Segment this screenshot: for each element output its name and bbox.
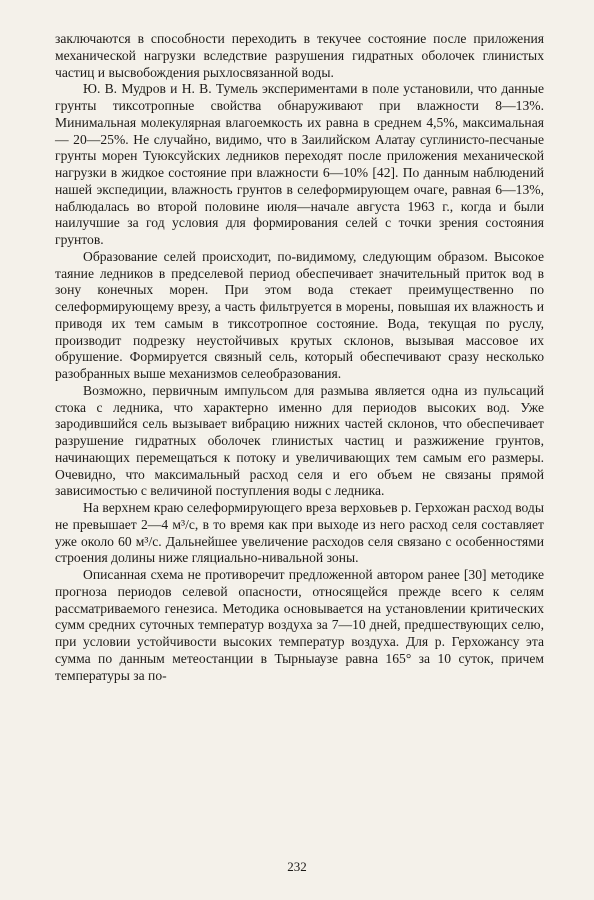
- paragraph-4: Возможно, первичным импульсом для размыва является одна из пульсаций стока с ледника, что характерно именно для периодов высоких вод. Уже зародившийся сель вызывает вибрацию нижних частей склонов, что обеспечивает разрушение гидратных оболочек глинистых частиц и разжижение грунтов, начинающих перемещаться к потоку и увеличивающих тем самым его размеры. Очевидно, что максимальный расход селя и его объем не связаны прямой зависимостью с величиной поступления воды с ледника.: [55, 382, 544, 499]
- paragraph-1: заключаются в способности переходить в текучее состояние после приложения механической нагрузки вследствие разрушения гидратных оболочек глинистых частиц и высвобождения рыхлосвязанной воды.: [55, 31, 544, 80]
- page-number: 232: [287, 859, 307, 874]
- paragraph-3: Образование селей происходит, по-видимому, следующим образом. Высокое таяние ледников в предселевой период обеспечивает значительный приток вод в зону конечных морен. При этом вода стекает преимущественно по селеформирующему врезу, а часть фильтруется в морены, повышая их влажность и приводя их тем самым в тиксотропное состояние. Вода, текущая по руслу, производит подрезку неустойчивых крутых склонов, вызывая массовое их обрушение. Формируется связный сель, который обеспечивают сразу несколько разобранных выше механизмов селеобразования.: [55, 248, 544, 381]
- paragraph-5: На верхнем краю селеформирующего вреза верховьев р. Герхожан расход воды не превышает 2—4 м³/с, в то время как при выходе из него расход селя составляет уже около 60 м³/с. Дальнейшее увеличение расходов селя связано с особенностями строения долины ниже гляциально-нивальной зоны.: [55, 500, 544, 566]
- body-text: [55, 31, 544, 684]
- paragraph-2: Ю. В. Мудров и Н. В. Тумель экспериментами в поле установили, что данные грунты тиксотропные свойства обнаруживают при влажности 8—13%. Минимальная молекулярная влагоемкость их равна в среднем 4,5%, максимальная — 20—25%. Не случайно, видимо, что в Заилийском Алатау суглинисто-песчаные грунты морен Туюксуйских ледников переходят после приложения механической нагрузки в жидкое состояние при влажности 6—10% [42]. По данным наблюдений нашей экспедиции, влажность грунтов в селеформирующем очаге, равная 6—13%, наблюдалась во второй половине июля—начале августа 1963 г., когда и были наилучшие за год условия для формирования селей с точки зрения состояния грунтов.: [55, 81, 544, 247]
- paragraph-6: Описанная схема не противоречит предложенной автором ранее [30] методике прогноза периодов селевой опасности, относящейся прежде всего к селям рассматриваемого генезиса. Методика основывается на установлении критических сумм средних суточных температур воздуха за 7—10 дней, предшествующих селю, при условии устойчивости высоких температур воздуха. Для р. Герхожансу эта сумма по данным метеостанции в Тырныаузе равна 165° за 10 суток, причем температуры за по-: [55, 567, 544, 683]
